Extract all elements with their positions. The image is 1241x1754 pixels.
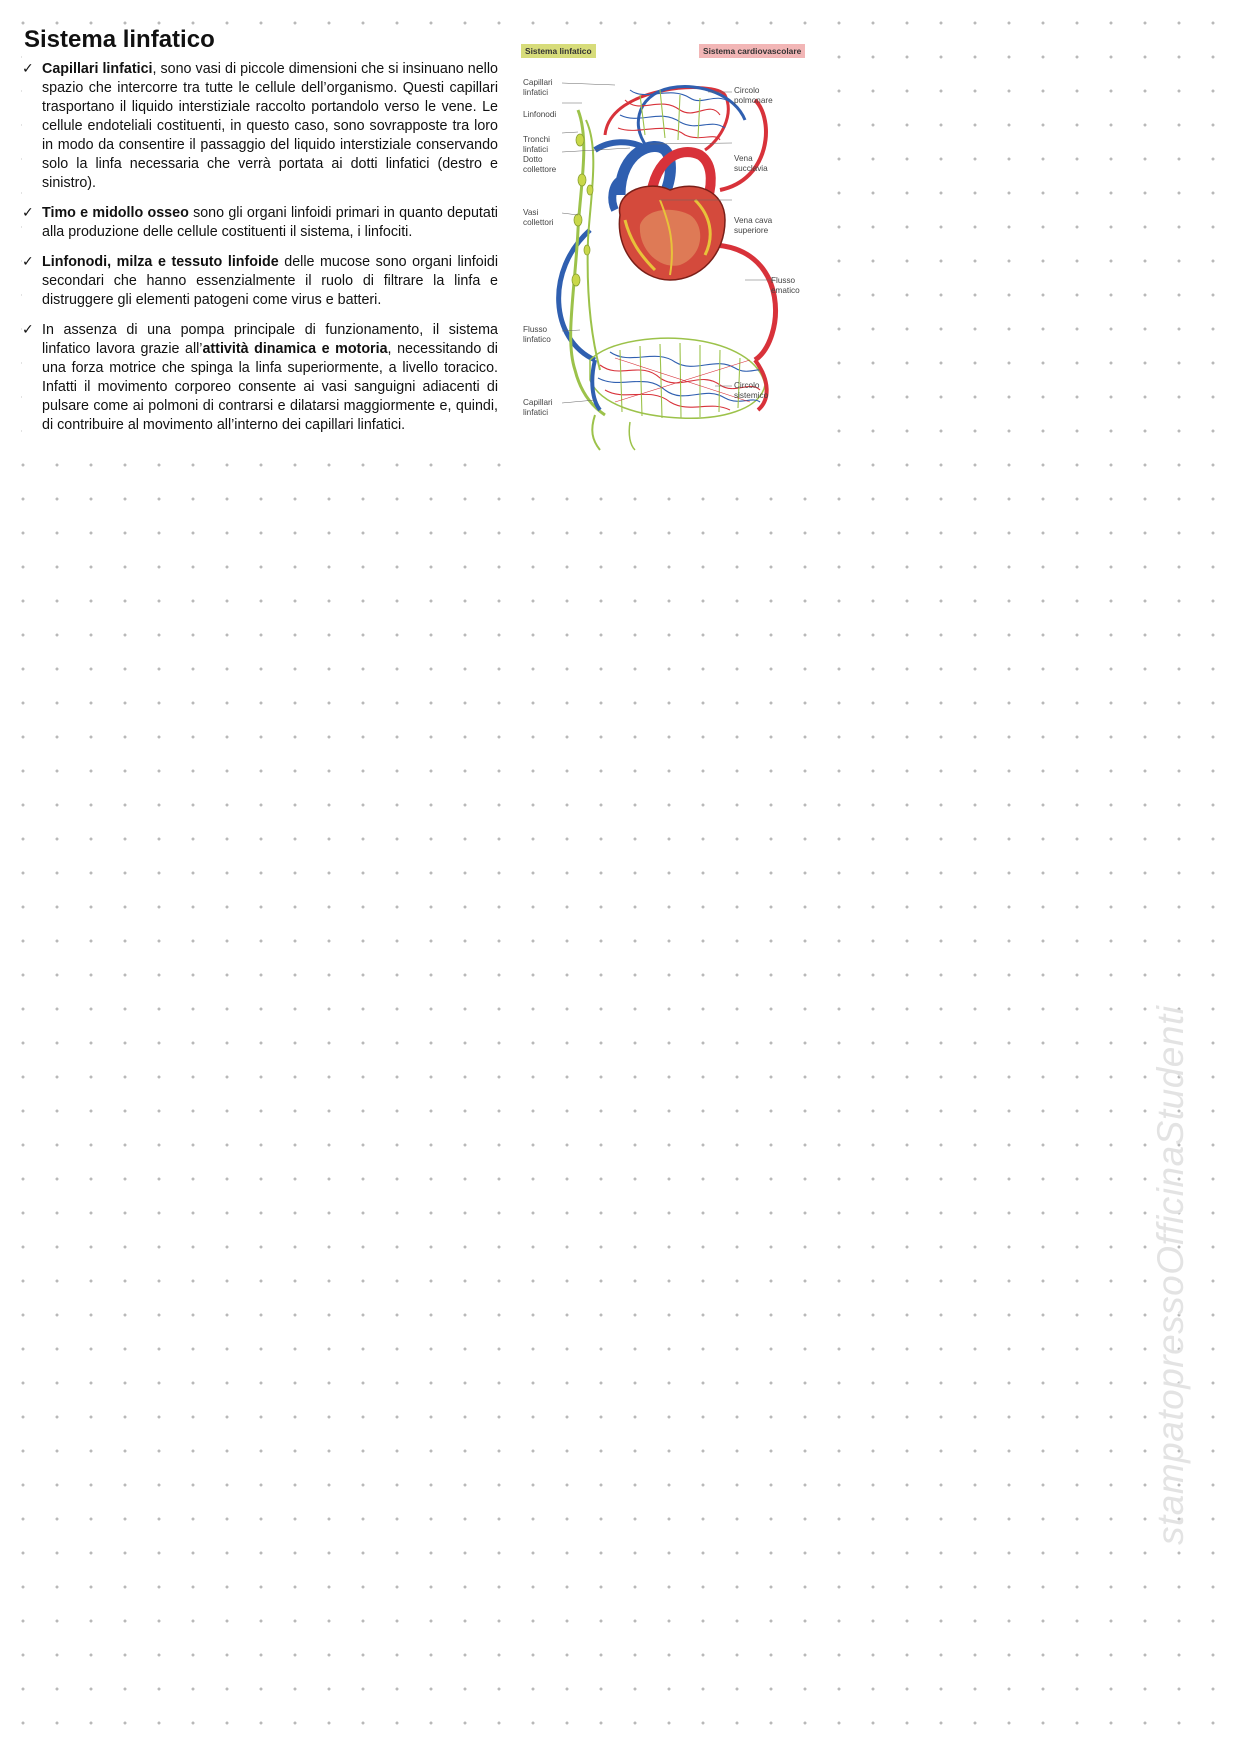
- label-dotto-collettore: Dotto collettore: [523, 155, 557, 174]
- item-bold: Capillari linfatici: [42, 61, 153, 77]
- item-bold: Linfonodi, milza e tessuto linfoide: [42, 254, 279, 270]
- list-item: [22, 321, 498, 435]
- label-circolo-sistemico: Circolo sistemico: [734, 381, 769, 400]
- item-text: , necessitando di una forza motrice che spinga la linfa superiormente, a livello toracico. Infatti il movimento corporeo consente ai vasi sanguigni adiacenti di pulsare come ai polmoni di contrarsi e dilatarsi maggiormente e, quindi, di contribuire al movimento all’interno dei capillari linfatici.: [42, 341, 498, 433]
- item-text: , sono vasi di piccole dimensioni che si insinuano nello spazio che intercorre tra tutte le cellule dell’organismo. Questi capillari trasportano il liquido interstiziale raccolto portandolo verso le vene. Le cellule endoteliali costituenti, in questo caso, sono sovrapposte tra loro in modo da consentire il passaggio del liquido interstiziale conservando solo la linfa necessaria che verrà portata ai dotti linfatici (destro e sinistro).: [42, 61, 498, 191]
- label-vena-succlavia: Vena succlavia: [734, 154, 768, 173]
- systemic-circuit: [590, 338, 767, 418]
- page-title: Sistema linfatico: [24, 26, 215, 53]
- bullet-list: [22, 60, 498, 435]
- label-linfonodi: Linfonodi: [523, 110, 557, 119]
- item-text: delle mucose sono organi linfoidi secondari che hanno essenzialmente il ruolo di filtrare la linfa e distruggere gli elementi patogeni come virus e batteri.: [42, 254, 499, 308]
- tag-sistema-linfatico: Sistema linfatico: [521, 44, 596, 58]
- circulation-diagram: [520, 40, 820, 480]
- item-bold: attività dinamica e motoria: [202, 341, 388, 357]
- label-circolo-polmonare: Circolo polmonare: [734, 86, 773, 105]
- item-text: sono gli organi linfoidi primari in quanto deputati alla produzione delle cellule costituenti il sistema, i linfociti.: [42, 205, 498, 240]
- list-item: [22, 253, 498, 310]
- label-capillari-linfatici-bottom: Capillari linfatici: [523, 398, 553, 417]
- label-capillari-linfatici: Capillari linfatici: [523, 78, 553, 97]
- text-column: [22, 26, 504, 452]
- checkmark-icon: ✓: [22, 322, 34, 338]
- label-flusso-linfatico: Flusso linfatico: [523, 325, 551, 344]
- lymphatic-system-illustration: [520, 40, 820, 480]
- list-item: [22, 204, 498, 242]
- tag-sistema-cardiovascolare: Sistema cardiovascolare: [699, 44, 805, 58]
- label-tronchi-linfatici: Tronchi linfatici: [523, 135, 550, 154]
- item-text-pre: In assenza di una pompa principale di funzionamento, il sistema linfatico lavora grazie all’: [42, 322, 498, 357]
- list-item: [22, 60, 498, 193]
- heart-icon: [612, 180, 725, 280]
- label-vasi-collettori: Vasi collettori: [523, 208, 554, 227]
- checkmark-icon: ✓: [22, 61, 34, 77]
- checkmark-icon: ✓: [22, 254, 34, 270]
- label-flusso-ematico: Flusso ematico: [771, 276, 800, 295]
- item-bold: Timo e midollo osseo: [42, 205, 189, 221]
- watermark: stampatopressoOfficinaStudenti: [1150, 1005, 1191, 1545]
- checkmark-icon: ✓: [22, 205, 34, 221]
- label-vena-cava-superiore: Vena cava superiore: [734, 216, 773, 235]
